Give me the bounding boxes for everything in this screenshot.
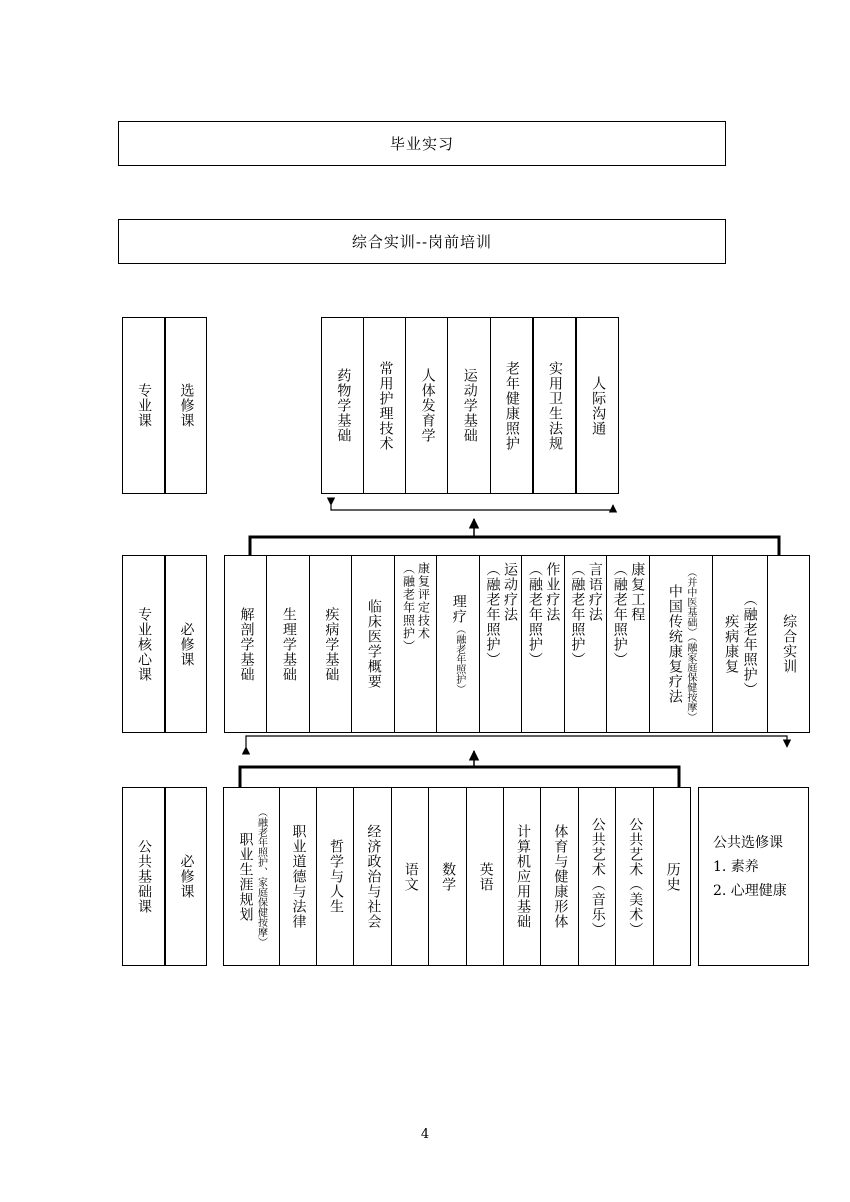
public-course: 体育与健康形体 [540, 788, 577, 965]
public-course: 哲学与人生 [316, 788, 353, 965]
core-course: 解剖学基础 [238, 606, 255, 682]
core-course: 综合实训 [767, 556, 809, 732]
public-course: 职业道德与法律 [279, 788, 316, 965]
core-course: 运动疗法（融老年照护） [479, 556, 521, 732]
core-course: 作业疗法（融老年照护） [521, 556, 563, 732]
comprehensive-training-box [118, 219, 726, 264]
core-course: 理疗（融老年照护） [436, 556, 478, 732]
elective-course: 实用卫生法规 [532, 318, 575, 493]
public-course: 计算机应用基础 [503, 788, 540, 965]
elective-course-row [321, 317, 619, 494]
public-elective-item: 2. 心理健康 [713, 882, 787, 899]
public-elective-box [698, 787, 809, 966]
core-course: 康复评定技术（融老年照护） [394, 556, 436, 732]
public-type-label: 必修课 [178, 854, 195, 899]
core-course: 疾病学基础 [309, 556, 351, 732]
public-course: 数学 [428, 788, 465, 965]
public-row-label [122, 787, 207, 966]
core-course: 言语疗法（融老年照护） [564, 556, 606, 732]
core-category-label: 专业核心课 [136, 606, 152, 682]
public-course: 语文 [391, 788, 428, 965]
public-course: （融老年照护、家庭保健按摩） 职业生涯规划 [237, 806, 267, 947]
public-elective-item: 1. 素养 [713, 858, 759, 875]
public-course: 经济政治与社会 [353, 788, 390, 965]
comprehensive-training-label: 综合实训--岗前培训 [351, 233, 493, 251]
public-course: 历史 [653, 788, 690, 965]
internship-label: 毕业实习 [389, 135, 454, 153]
core-course: （融老年照护） 疾病康复 [712, 556, 767, 732]
public-course: 公共艺术（美术） [615, 788, 652, 965]
core-row-label [122, 555, 207, 733]
core-type-label: 必修课 [178, 621, 195, 667]
core-course-row [224, 555, 810, 733]
elective-course: 人体发育学 [405, 318, 447, 493]
elective-type-label: 选修课 [178, 383, 195, 428]
public-course: 公共艺术（音乐） [578, 788, 615, 965]
connector-public-to-core [240, 736, 787, 788]
core-course: 康复工程（融老年照护） [606, 556, 648, 732]
core-course: 生理学基础 [266, 556, 308, 732]
connector-core-to-elective [250, 505, 779, 555]
public-course-row [223, 787, 691, 966]
public-category-label: 公共基础课 [136, 839, 152, 914]
internship-box [118, 121, 726, 166]
elective-course: 老年健康照护 [490, 318, 532, 493]
elective-course: 常用护理技术 [363, 318, 405, 493]
elective-category-label: 专业课 [136, 383, 152, 428]
core-course: 临床医学概要 [351, 556, 393, 732]
public-course: 英语 [466, 788, 503, 965]
public-elective-title: 公共选修课 [713, 835, 783, 851]
page-number: 4 [420, 1127, 430, 1142]
elective-course: 运动学基础 [447, 318, 489, 493]
core-course: （并中医基础）（融家庭保健按摩） 中国传统康复疗法 [649, 556, 712, 732]
elective-row-label [122, 317, 207, 494]
elective-course: 药物学基础 [335, 368, 352, 443]
elective-course: 人际沟通 [575, 318, 618, 493]
